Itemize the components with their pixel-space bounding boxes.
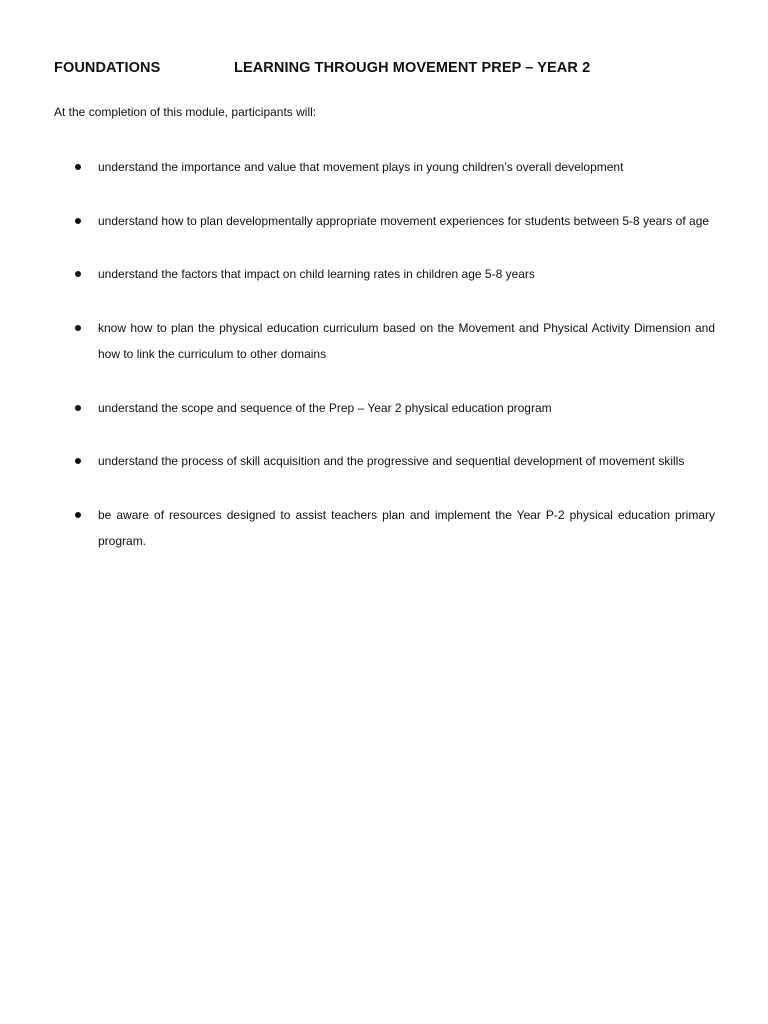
page-header [54,60,714,84]
bullet-icon [75,325,81,331]
bullet-icon [75,458,81,464]
bullet-icon [75,164,81,170]
list-item-text: know how to plan the physical education curriculum based on the Movement and Physical Activity Dimension and how to link the curriculum to other domains [98,320,715,361]
bullet-icon [75,512,81,518]
bullet-icon [75,271,81,277]
list-item [54,315,715,368]
bullet-icon [75,405,81,411]
intro-text: At the completion of this module, participants will: [54,105,317,119]
list-item-text: understand the factors that impact on child learning rates in children age 5-8 years [98,267,535,281]
list-item [54,395,715,422]
list-item-text: understand the process of skill acquisition and the progressive and sequential development of movement skills [98,454,685,468]
header-foundations: FOUNDATIONS [54,60,161,76]
list-item [54,261,715,288]
list-item [54,154,715,181]
objectives-list [54,154,715,582]
list-item-text: understand the importance and value that movement plays in young children’s overall development [98,160,624,174]
list-item-text: understand how to plan developmentally appropriate movement experiences for students between 5-8 years of age [98,213,710,228]
list-item [54,208,715,235]
list-item [54,448,715,475]
header-title: LEARNING THROUGH MOVEMENT PREP – YEAR 2 [234,60,591,76]
list-item [54,502,715,555]
bullet-icon [75,218,81,224]
list-item-text: be aware of resources designed to assist teachers plan and implement the Year P-2 physical education primary program. [98,507,715,548]
list-item-text: understand the scope and sequence of the Prep – Year 2 physical education program [98,400,552,415]
